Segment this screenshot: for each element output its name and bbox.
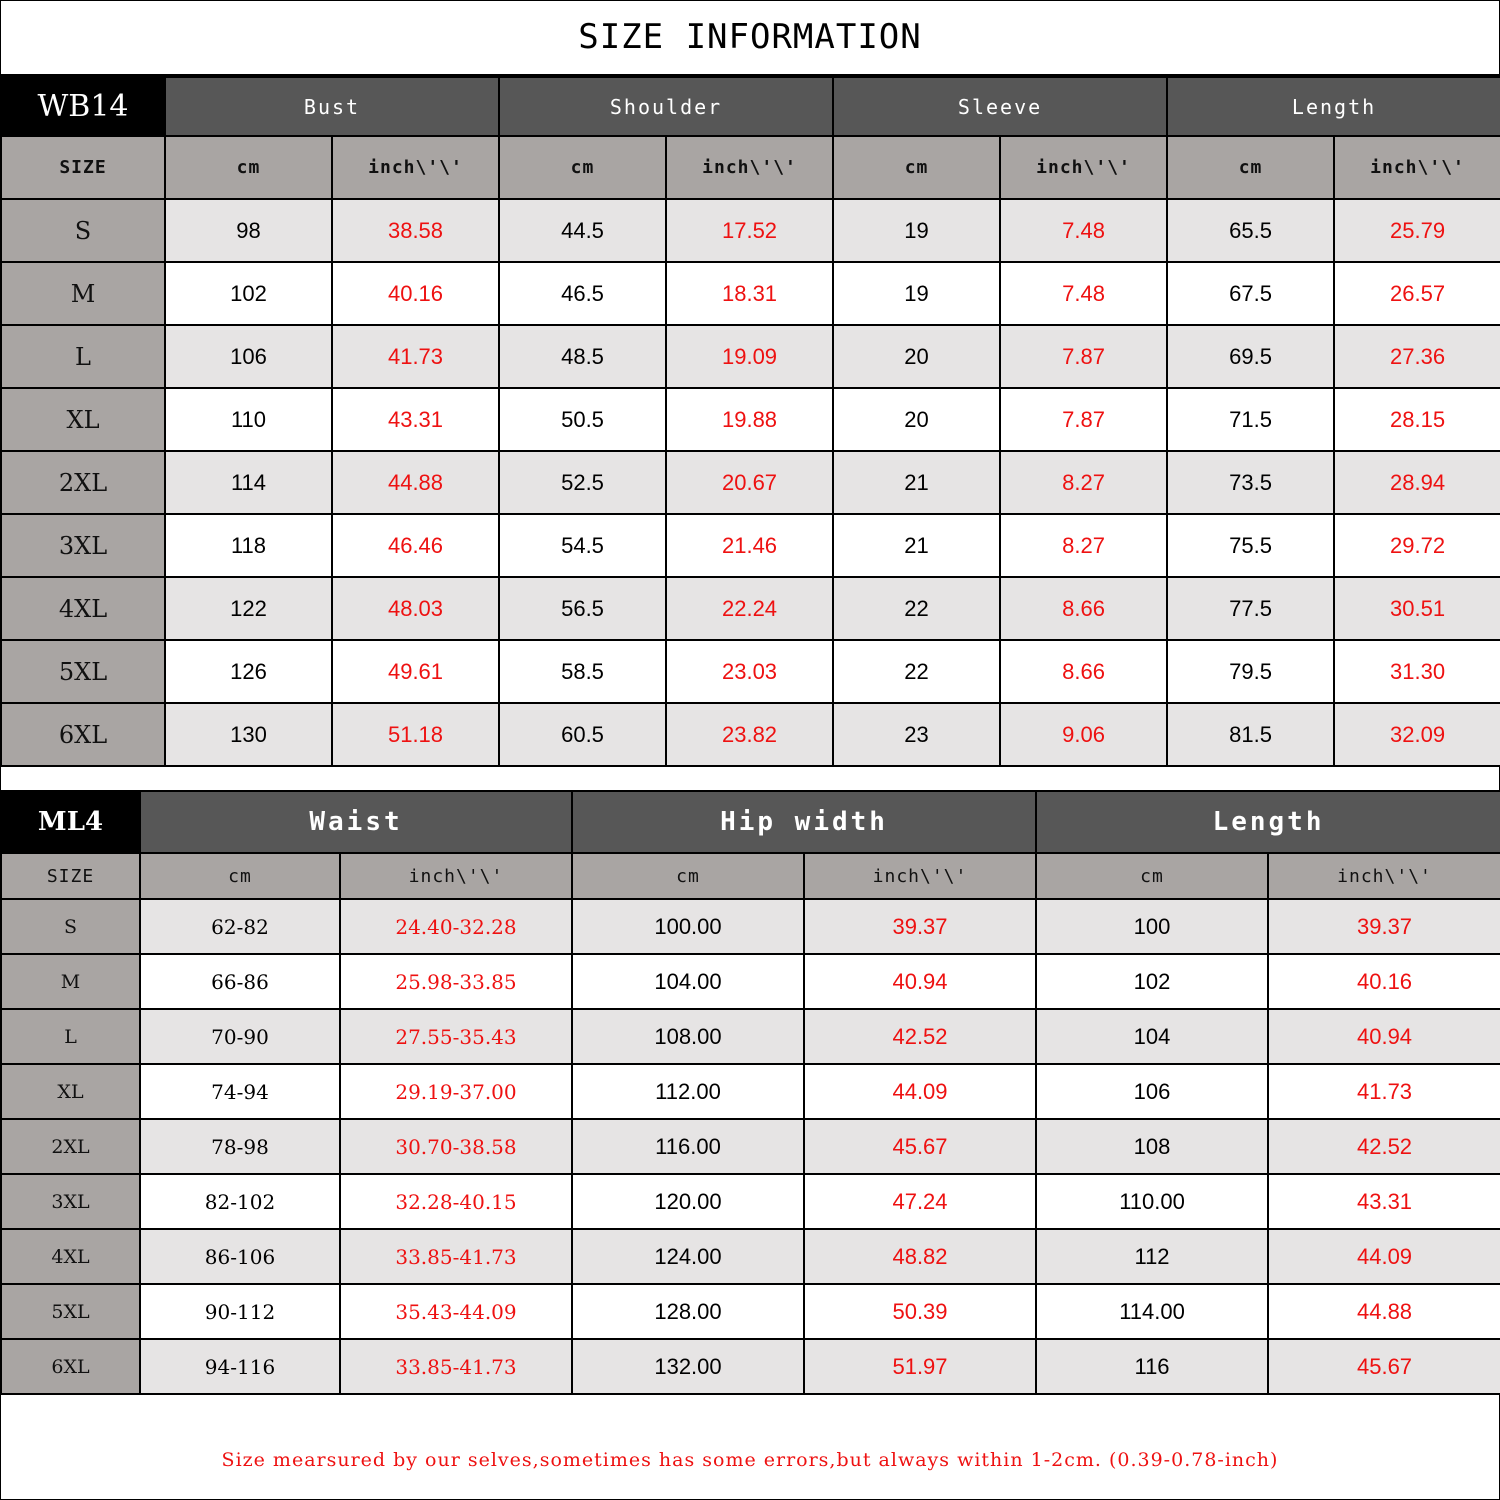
cm-value: 104.00 [572,954,804,1009]
inch-value: 25.98-33.85 [340,954,572,1009]
cm-value: 52.5 [499,451,666,514]
measurement-note: Size mearsured by our selves,sometimes has some errors,but always within 1-2cm. (0.39-0.78-inch) [221,1449,1279,1471]
cm-value: 48.5 [499,325,666,388]
size-label: L [1,325,165,388]
inch-value: 44.09 [804,1064,1036,1119]
cm-value: 100.00 [572,899,804,954]
unit-header-inch: inch\'\' [1268,853,1500,899]
wb14-group-sleeve: Sleeve [833,77,1167,136]
wb14-group-length: Length [1167,77,1500,136]
unit-header-inch: inch\'\' [332,136,499,199]
table-row [1,1284,1500,1339]
inch-value: 35.43-44.09 [340,1284,572,1339]
cm-value: 90-112 [140,1284,340,1339]
cm-value: 21 [833,514,1000,577]
inch-value: 41.73 [332,325,499,388]
cm-value: 22 [833,640,1000,703]
size-label: 3XL [1,514,165,577]
unit-header-inch: inch\'\' [804,853,1036,899]
cm-value: 106 [1036,1064,1268,1119]
inch-value: 45.67 [1268,1339,1500,1394]
inch-value: 44.88 [1268,1284,1500,1339]
cm-value: 112 [1036,1229,1268,1284]
inch-value: 47.24 [804,1174,1036,1229]
inch-value: 46.46 [332,514,499,577]
cm-value: 128.00 [572,1284,804,1339]
table-row [1,954,1500,1009]
wb14-table-body [1,199,1500,766]
inch-value: 28.15 [1334,388,1500,451]
table-row [1,577,1500,640]
cm-value: 82-102 [140,1174,340,1229]
ml4-unit-header-row [1,853,1500,899]
ml4-group-header-row [1,791,1500,853]
cm-value: 19 [833,262,1000,325]
inch-value: 8.66 [1000,577,1167,640]
inch-value: 33.85-41.73 [340,1339,572,1394]
cm-value: 54.5 [499,514,666,577]
inch-value: 49.61 [332,640,499,703]
inch-value: 31.30 [1334,640,1500,703]
table-row [1,1174,1500,1229]
cm-value: 81.5 [1167,703,1334,766]
inch-value: 48.03 [332,577,499,640]
cm-value: 19 [833,199,1000,262]
size-label: M [1,954,140,1009]
cm-value: 21 [833,451,1000,514]
ml4-group-hip-width: Hip width [572,791,1036,853]
table-row [1,703,1500,766]
inch-value: 40.94 [1268,1009,1500,1064]
cm-value: 100 [1036,899,1268,954]
inch-value: 50.39 [804,1284,1036,1339]
inch-value: 30.70-38.58 [340,1119,572,1174]
table-row [1,899,1500,954]
cm-value: 106 [165,325,332,388]
cm-value: 46.5 [499,262,666,325]
table-row [1,199,1500,262]
cm-value: 102 [165,262,332,325]
cm-value: 122 [165,577,332,640]
cm-value: 44.5 [499,199,666,262]
ml4-model-code: ML4 [1,791,140,853]
cm-value: 114 [165,451,332,514]
inch-value: 25.79 [1334,199,1500,262]
wb14-unit-header-row [1,136,1500,199]
inch-value: 7.48 [1000,262,1167,325]
unit-header-cm: cm [572,853,804,899]
cm-value: 58.5 [499,640,666,703]
table-row [1,1009,1500,1064]
cm-value: 108.00 [572,1009,804,1064]
inch-value: 44.88 [332,451,499,514]
size-label: 6XL [1,703,165,766]
inch-value: 43.31 [1268,1174,1500,1229]
size-label: XL [1,1064,140,1119]
cm-value: 77.5 [1167,577,1334,640]
inch-value: 23.03 [666,640,833,703]
cm-value: 71.5 [1167,388,1334,451]
cm-value: 108 [1036,1119,1268,1174]
table-row [1,1229,1500,1284]
inch-value: 23.82 [666,703,833,766]
inch-value: 27.55-35.43 [340,1009,572,1064]
inch-value: 8.66 [1000,640,1167,703]
cm-value: 75.5 [1167,514,1334,577]
cm-value: 50.5 [499,388,666,451]
inch-value: 27.36 [1334,325,1500,388]
size-label: L [1,1009,140,1064]
page-title: SIZE INFORMATION [0,0,1500,76]
unit-header-inch: inch\'\' [1000,136,1167,199]
cm-value: 98 [165,199,332,262]
cm-value: 56.5 [499,577,666,640]
inch-value: 7.48 [1000,199,1167,262]
table-row [1,451,1500,514]
size-label: 2XL [1,1119,140,1174]
inch-value: 51.97 [804,1339,1036,1394]
inch-value: 30.51 [1334,577,1500,640]
inch-value: 51.18 [332,703,499,766]
inch-value: 41.73 [1268,1064,1500,1119]
wb14-group-bust: Bust [165,77,499,136]
cm-value: 65.5 [1167,199,1334,262]
inch-value: 32.09 [1334,703,1500,766]
inch-value: 48.82 [804,1229,1036,1284]
inch-value: 42.52 [804,1009,1036,1064]
inch-value: 42.52 [1268,1119,1500,1174]
unit-header-cm: cm [833,136,1000,199]
unit-header-inch: inch\'\' [1334,136,1500,199]
inch-value: 21.46 [666,514,833,577]
cm-value: 114.00 [1036,1284,1268,1339]
size-label: 5XL [1,640,165,703]
cm-value: 104 [1036,1009,1268,1064]
table-row [1,514,1500,577]
cm-value: 66-86 [140,954,340,1009]
size-label: 4XL [1,1229,140,1284]
size-label: 3XL [1,1174,140,1229]
wb14-model-code: WB14 [1,77,165,136]
cm-value: 73.5 [1167,451,1334,514]
inch-value: 32.28-40.15 [340,1174,572,1229]
unit-header-inch: inch\'\' [340,853,572,899]
inch-value: 20.67 [666,451,833,514]
inch-value: 24.40-32.28 [340,899,572,954]
inch-value: 22.24 [666,577,833,640]
cm-value: 60.5 [499,703,666,766]
cm-value: 20 [833,325,1000,388]
cm-value: 110 [165,388,332,451]
wb14-group-shoulder: Shoulder [499,77,833,136]
cm-value: 110.00 [1036,1174,1268,1229]
table-row [1,388,1500,451]
cm-value: 86-106 [140,1229,340,1284]
inch-value: 39.37 [1268,899,1500,954]
cm-value: 118 [165,514,332,577]
inch-value: 29.72 [1334,514,1500,577]
size-label: S [1,199,165,262]
wb14-size-table [0,76,1500,767]
inch-value: 7.87 [1000,388,1167,451]
inch-value: 18.31 [666,262,833,325]
ml4-size-header: SIZE [1,853,140,899]
inch-value: 17.52 [666,199,833,262]
unit-header-cm: cm [499,136,666,199]
inch-value: 28.94 [1334,451,1500,514]
cm-value: 79.5 [1167,640,1334,703]
size-label: 6XL [1,1339,140,1394]
size-label: 5XL [1,1284,140,1339]
table-row [1,1119,1500,1174]
inch-value: 40.16 [332,262,499,325]
inch-value: 7.87 [1000,325,1167,388]
cm-value: 126 [165,640,332,703]
inch-value: 38.58 [332,199,499,262]
cm-value: 20 [833,388,1000,451]
table-row [1,262,1500,325]
unit-header-cm: cm [1167,136,1334,199]
cm-value: 112.00 [572,1064,804,1119]
inch-value: 33.85-41.73 [340,1229,572,1284]
cm-value: 116 [1036,1339,1268,1394]
inch-value: 19.88 [666,388,833,451]
inch-value: 19.09 [666,325,833,388]
cm-value: 74-94 [140,1064,340,1119]
inch-value: 9.06 [1000,703,1167,766]
wb14-size-header: SIZE [1,136,165,199]
cm-value: 116.00 [572,1119,804,1174]
cm-value: 23 [833,703,1000,766]
cm-value: 70-90 [140,1009,340,1064]
size-label: XL [1,388,165,451]
inch-value: 45.67 [804,1119,1036,1174]
cm-value: 67.5 [1167,262,1334,325]
inch-value: 29.19-37.00 [340,1064,572,1119]
cm-value: 69.5 [1167,325,1334,388]
inch-value: 26.57 [1334,262,1500,325]
table-row [1,640,1500,703]
cm-value: 102 [1036,954,1268,1009]
size-label: 2XL [1,451,165,514]
inch-value: 8.27 [1000,514,1167,577]
unit-header-cm: cm [140,853,340,899]
ml4-group-length: Length [1036,791,1500,853]
ml4-group-waist: Waist [140,791,572,853]
ml4-size-table [0,790,1500,1395]
cm-value: 78-98 [140,1119,340,1174]
inch-value: 43.31 [332,388,499,451]
cm-value: 94-116 [140,1339,340,1394]
size-label: S [1,899,140,954]
inch-value: 8.27 [1000,451,1167,514]
cm-value: 130 [165,703,332,766]
table-row [1,1064,1500,1119]
unit-header-cm: cm [1036,853,1268,899]
size-label: 4XL [1,577,165,640]
unit-header-inch: inch\'\' [666,136,833,199]
cm-value: 132.00 [572,1339,804,1394]
inch-value: 40.94 [804,954,1036,1009]
cm-value: 22 [833,577,1000,640]
ml4-table-body [1,899,1500,1394]
table-row [1,325,1500,388]
wb14-group-header-row [1,77,1500,136]
unit-header-cm: cm [165,136,332,199]
cm-value: 120.00 [572,1174,804,1229]
cm-value: 124.00 [572,1229,804,1284]
inch-value: 44.09 [1268,1229,1500,1284]
cm-value: 62-82 [140,899,340,954]
table-row [1,1339,1500,1394]
size-label: M [1,262,165,325]
inch-value: 40.16 [1268,954,1500,1009]
inch-value: 39.37 [804,899,1036,954]
